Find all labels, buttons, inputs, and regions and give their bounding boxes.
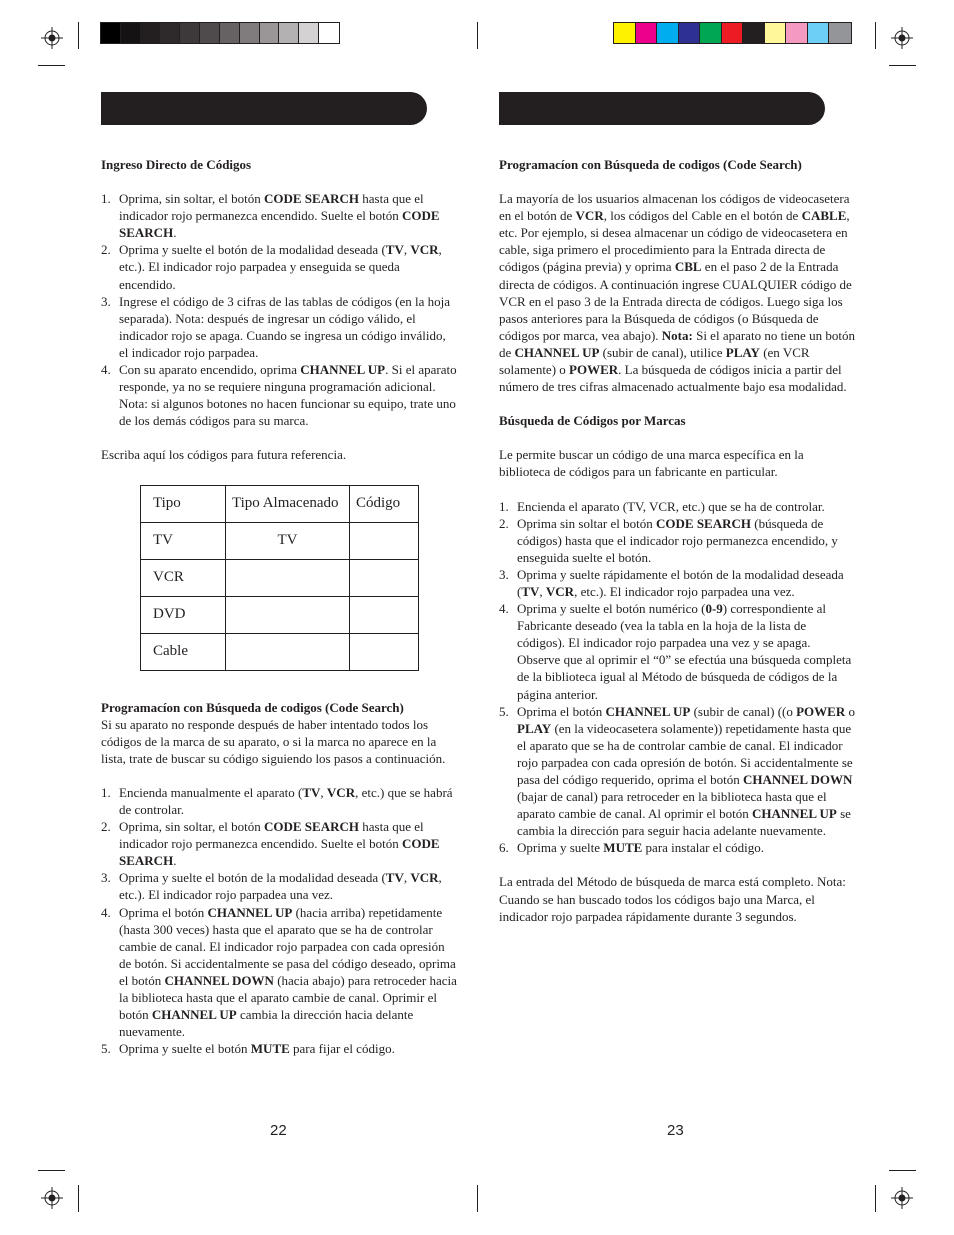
registration-mark-icon <box>891 27 913 49</box>
bold-term: CODE SEARCH <box>119 208 440 241</box>
header-tipo-almacenado: Tipo Almacenado <box>226 485 350 522</box>
text-run: Oprima y suelte el botón de la modalidad deseada ( <box>119 242 386 258</box>
text-run: cambia la dirección hacia delante nuevamente. <box>119 1007 414 1040</box>
list-item <box>101 818 457 869</box>
bold-term: PLAY <box>517 720 552 736</box>
heading-brand-search: Búsqueda de Códigos por Marcas <box>499 413 686 429</box>
color-swatch <box>141 23 161 43</box>
page-number-right: 23 <box>667 1122 684 1139</box>
bold-term: 0-9 <box>705 601 723 617</box>
text-run: , <box>539 583 546 599</box>
text-run: . La búsqueda de códigos inicia a partir del número de tres cifras almacenado actualmente bajo esa modalidad. <box>499 362 847 395</box>
bold-term: PLAY <box>725 344 760 360</box>
header-codigo: Código <box>350 485 419 522</box>
text-run: hasta que el indicador rojo permanezca encendido. Suelte el botón <box>119 819 424 852</box>
list-item <box>499 498 855 515</box>
text-run: , etc. Por ejemplo, si desea almacenar un código de videocasetera en cable, siga primero el procedimiento para la Entrada directa de códigos (página previa) y oprima <box>499 208 850 275</box>
cell-almacenado <box>226 596 350 633</box>
color-swatch <box>101 23 121 43</box>
text-run: Oprima, sin soltar, el botón <box>119 191 264 207</box>
step-number: 3. <box>499 566 509 582</box>
text-run: se cambia la dirección para seguir hacia adelante nuevamente. <box>517 806 851 839</box>
list-item <box>499 839 855 856</box>
text-run: ) correspondiente al Fabricante deseado (vea la tabla en la hoja de la lista de códigos). El indicador rojo parpadea una vez y se apaga. Observe que al oprimir el “0” se efectúa una búsqueda completa de la biblioteca igual al Método de búsqueda de códigos de la página anterior. <box>517 601 852 702</box>
table-row <box>141 559 419 596</box>
bold-term: CODE SEARCH <box>264 191 359 207</box>
cell-tipo: DVD <box>141 596 226 633</box>
text-run: . <box>173 225 177 241</box>
list-item <box>499 566 855 600</box>
registration-mark-icon <box>41 27 63 49</box>
color-swatch <box>636 23 658 43</box>
color-swatch <box>299 23 319 43</box>
code-reference-table <box>140 485 419 671</box>
list-item <box>101 869 457 903</box>
table-row <box>141 633 419 670</box>
cell-tipo: TV <box>141 522 226 559</box>
text-run: , los códigos del Cable en el botón de <box>603 208 802 224</box>
bold-term: CHANNEL DOWN <box>743 772 853 787</box>
bold-term: CBL <box>674 259 702 275</box>
text-run: Oprima y suelte <box>517 840 604 856</box>
bold-term: POWER <box>796 703 846 719</box>
left-column <box>101 156 457 1057</box>
color-swatch <box>121 23 141 43</box>
color-swatch <box>700 23 722 43</box>
bold-term: CHANNEL UP <box>207 904 293 920</box>
registration-mark-icon <box>41 1187 63 1209</box>
list-item <box>101 784 457 818</box>
bold-term: VCR <box>410 870 439 886</box>
page-number-left: 22 <box>270 1122 287 1139</box>
left-header-bar <box>101 92 427 125</box>
list-item <box>499 703 855 840</box>
step-number: 2. <box>101 819 111 835</box>
text-run: Oprima y suelte el botón numérico ( <box>517 601 706 617</box>
bold-term: CHANNEL UP <box>151 1007 237 1023</box>
bold-term: VCR <box>326 784 356 800</box>
color-swatch <box>614 23 636 43</box>
text-run: Con su aparato encendido, oprima <box>119 362 301 378</box>
text-run: Oprima el botón <box>119 904 208 920</box>
bold-term: CODE SEARCH <box>656 515 752 531</box>
text-run: Oprima sin soltar el botón <box>517 515 657 531</box>
code-search-steps <box>101 784 457 1058</box>
brand-search-intro: Le permite buscar un código de una marca específica en la biblioteca de códigos para un fabricante en particular. <box>499 447 804 480</box>
header-tipo: Tipo <box>141 485 226 522</box>
text-run: , etc.). El indicador rojo parpadea una vez. <box>574 583 795 599</box>
bold-term: CHANNEL UP <box>300 362 386 378</box>
text-run: (subir de canal) ((o <box>690 703 797 719</box>
bold-term: TV <box>302 784 321 800</box>
text-run: . <box>173 853 177 869</box>
list-item <box>101 241 457 292</box>
grayscale-color-bar <box>100 22 340 44</box>
step-number: 2. <box>101 242 111 258</box>
text-run: en el paso 2 de la Entrada directa de códigos. A continuación ingrese CUALQUIER código de VCR en el paso 3 de la Entrada directa de códigos. Luego siga los pasos anteriores para la Búsqueda de códigos (o Búsqueda de códigos por marca, vea abajo). <box>499 259 852 343</box>
table-row <box>141 522 419 559</box>
text-run: , etc.) que se habrá de controlar. <box>119 784 453 817</box>
cell-codigo <box>350 559 419 596</box>
text-run: (en VCR solamente) o <box>499 344 810 378</box>
right-column <box>499 156 855 925</box>
step-number: 1. <box>101 191 111 207</box>
heading-code-search-right: Programacíon con Búsqueda de codigos (Code Search) <box>499 157 802 172</box>
list-item <box>101 190 457 241</box>
bold-term: TV <box>521 583 540 599</box>
text-run: para fijar el código. <box>289 1041 395 1057</box>
color-swatch <box>240 23 260 43</box>
heading-code-search: Programacíon con Búsqueda de codigos (Code Search) <box>101 699 404 715</box>
bold-term: CODE SEARCH <box>119 836 440 869</box>
cell-codigo <box>350 633 419 670</box>
step-number: 3. <box>101 870 111 886</box>
bold-term: POWER <box>569 362 619 378</box>
text-run: o <box>845 703 855 719</box>
step-number: 1. <box>499 498 509 514</box>
step-number: 4. <box>101 362 111 378</box>
step-number: 1. <box>101 784 111 800</box>
text-run: Oprima, sin soltar, el botón <box>119 819 264 835</box>
color-swatch <box>808 23 830 43</box>
cell-almacenado <box>226 633 350 670</box>
bold-term: TV <box>385 242 404 258</box>
text-run: Encienda manualmente el aparato ( <box>119 784 303 800</box>
list-item <box>101 1040 457 1057</box>
color-swatch <box>279 23 299 43</box>
bold-term: CHANNEL UP <box>514 344 600 360</box>
text-run: (subir de canal), utilice <box>599 344 726 360</box>
list-item <box>101 293 457 361</box>
heading-direct-entry: Ingreso Directo de Códigos <box>101 157 252 172</box>
step-number: 5. <box>101 1041 111 1057</box>
process-color-bar <box>613 22 852 44</box>
text-run: (en la videocasetera solamente)) repetidamente hasta que el aparato que se ha de controlar cambie de canal. El indicador rojo parpadea con cada opresión de botón. Si accidentalmente se pasa del código requerido, oprima el botón <box>517 720 853 787</box>
step-number: 5. <box>499 703 509 719</box>
color-swatch <box>722 23 744 43</box>
color-swatch <box>765 23 787 43</box>
text-run: Oprima y suelte rápidamente el botón de la modalidad deseada ( <box>517 566 844 599</box>
step-number: 6. <box>499 840 509 856</box>
text-run: Oprima y suelte el botón <box>119 1041 251 1057</box>
text-run: hasta que el indicador rojo permanezca encendido. Suelte el botón <box>119 191 424 224</box>
bold-term: Nota: <box>661 327 693 343</box>
bold-term: VCR <box>545 583 575 599</box>
registration-mark-icon <box>891 1187 913 1209</box>
color-swatch <box>786 23 808 43</box>
color-swatch <box>829 23 851 43</box>
brand-search-steps <box>499 498 855 857</box>
right-header-bar <box>499 92 825 125</box>
list-item <box>101 361 457 429</box>
cell-codigo <box>350 522 419 559</box>
cell-codigo <box>350 596 419 633</box>
reference-note: Escriba aquí los códigos para futura referencia. <box>101 447 347 463</box>
step-number: 3. <box>101 293 111 309</box>
text-run: Ingrese el código de 3 cifras de las tablas de códigos (en la hoja separada). Nota: después de ingresar un código válido, el indicador rojo se apaga. Cuando se ingresa un código inválido, el indicador rojo parpadea. <box>119 293 451 360</box>
bold-term: VCR <box>410 242 439 258</box>
bold-term: CABLE <box>801 208 847 224</box>
text-run: Oprima y suelte el botón de la modalidad deseada ( <box>119 870 386 886</box>
text-run: , etc.). El indicador rojo parpadea y enseguida se queda encendido. <box>119 242 442 292</box>
code-search-intro: Si su aparato no responde después de haber intentado todos los códigos de la marca de su aparato, o si la marca no aparece en la lista, trate de buscar su código siguiendo los pasos a continuación. <box>101 716 446 766</box>
color-swatch <box>180 23 200 43</box>
text-run: Oprima el botón <box>517 703 606 719</box>
text-run: , etc.). El indicador rojo parpadea una vez. <box>119 870 442 903</box>
code-search-explanation <box>499 190 855 395</box>
text-run: Encienda el aparato (TV, VCR, etc.) que se ha de controlar. <box>517 498 825 514</box>
table-row <box>141 596 419 633</box>
bold-term: VCR <box>575 208 604 224</box>
brand-search-conclusion: La entrada del Método de búsqueda de marca está completo. Nota: Cuando se han buscado todos los códigos bajo una Marca, el indicador rojo parpadea rápidamente durante 3 segundos. <box>499 874 846 924</box>
color-swatch <box>160 23 180 43</box>
list-item <box>499 515 855 566</box>
text-run: (bajar de canal) para retroceder en la biblioteca hasta que el aparato cambie de canal. Al oprimir el botón <box>517 789 827 822</box>
color-swatch <box>679 23 701 43</box>
color-swatch <box>220 23 240 43</box>
color-swatch <box>200 23 220 43</box>
bold-term: MUTE <box>603 840 643 856</box>
text-run: , <box>320 784 327 800</box>
color-swatch <box>743 23 765 43</box>
cell-tipo: VCR <box>141 559 226 596</box>
color-swatch <box>657 23 679 43</box>
text-run: (búsqueda de códigos) hasta que el indicador rojo permanezca encendido, y enseguida suelte el botón. <box>517 515 838 565</box>
step-number: 2. <box>499 515 509 531</box>
cell-tipo: Cable <box>141 633 226 670</box>
direct-entry-steps <box>101 190 457 429</box>
step-number: 4. <box>101 904 111 920</box>
text-run: . Si el aparato responde, ya no se requiere ninguna programación adicional. Nota: si algunos botones no hacen funcionar su equipo, trate uno de los demás códigos para su marca. <box>119 362 457 429</box>
color-swatch <box>260 23 280 43</box>
cell-almacenado <box>226 559 350 596</box>
text-run: , <box>403 870 411 886</box>
cell-almacenado: TV <box>226 522 350 559</box>
text-run: (hacia arriba) repetidamente (hasta 300 veces) hasta que el aparato que se ha de controlar cambie de canal. El indicador rojo parpadea con cada opresión de botón. Si accidentalmente se pasa del código deseado, oprima el botón <box>119 904 456 988</box>
text-run: (hacia abajo) para retroceder hacia la biblioteca hasta que el aparato cambie de canal. Oprimir el botón <box>119 972 457 1023</box>
text-run: La mayoría de los usuarios almacenan los códigos de videocasetera en el botón de <box>499 191 850 224</box>
bold-term: CHANNEL UP <box>605 703 691 719</box>
bold-term: MUTE <box>250 1041 290 1057</box>
bold-term: CODE SEARCH <box>264 819 359 835</box>
bold-term: TV <box>385 870 404 886</box>
list-item <box>101 904 457 1041</box>
text-run: Si el aparato no tiene un botón de <box>499 327 855 360</box>
bold-term: CHANNEL UP <box>752 806 837 822</box>
list-item <box>499 600 855 703</box>
step-number: 4. <box>499 601 509 617</box>
text-run: , <box>403 242 411 258</box>
table-header-row <box>141 485 419 522</box>
text-run: para instalar el código. <box>642 840 764 856</box>
color-swatch <box>319 23 339 43</box>
bold-term: CHANNEL DOWN <box>164 972 274 988</box>
